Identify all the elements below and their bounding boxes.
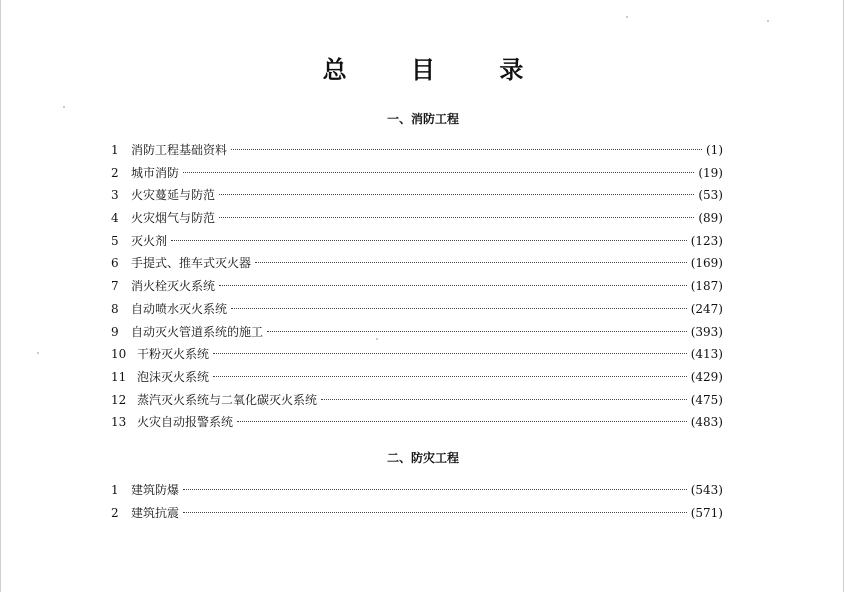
entry-page: (393) xyxy=(690,324,723,339)
entry-number: 5 xyxy=(111,233,119,248)
entry-title: 城市消防 xyxy=(131,165,180,180)
entry-number: 10 xyxy=(111,347,127,362)
entry-number: 2 xyxy=(111,165,119,180)
entry-page: (187) xyxy=(690,279,723,294)
section-heading-disaster-prevention: 二、防灾工程 xyxy=(386,451,459,465)
toc-entry[interactable] xyxy=(111,275,723,298)
entry-number: 1 xyxy=(111,483,119,497)
entry-page: (429) xyxy=(690,369,723,384)
entry-title: 自动灭火管道系统的施工 xyxy=(131,324,264,339)
entry-number: 6 xyxy=(111,256,119,271)
scan-speck xyxy=(376,338,378,340)
entry-page: (543) xyxy=(690,483,723,497)
dot-leader xyxy=(213,353,687,354)
toc-entry[interactable] xyxy=(111,366,723,389)
entry-title: 灭火剂 xyxy=(131,233,168,248)
entry-title: 消防工程基础资料 xyxy=(131,143,228,157)
entry-number: 12 xyxy=(111,392,127,407)
dot-leader xyxy=(183,172,694,173)
toc-entry[interactable] xyxy=(111,252,723,275)
toc-entry[interactable] xyxy=(111,230,723,253)
dot-leader xyxy=(183,489,687,490)
entry-number: 1 xyxy=(111,143,119,157)
entry-title: 建筑抗震 xyxy=(131,505,180,520)
dot-leader xyxy=(321,399,687,400)
entry-title: 自动喷水灭火系统 xyxy=(131,301,228,316)
entry-page: (413) xyxy=(690,347,723,362)
toc-entry[interactable] xyxy=(111,411,723,434)
entry-title: 手提式、推车式灭火器 xyxy=(131,256,252,271)
entry-number: 3 xyxy=(111,188,119,203)
entry-title: 火灾烟气与防范 xyxy=(131,211,216,226)
toc-entry[interactable] xyxy=(111,389,723,412)
dot-leader xyxy=(171,240,687,241)
dot-leader xyxy=(219,285,687,286)
entry-title: 建筑防爆 xyxy=(131,483,180,497)
entry-page: (19) xyxy=(698,165,723,180)
dot-leader xyxy=(237,421,687,422)
entry-page: (123) xyxy=(690,233,723,248)
entry-title: 消火栓灭火系统 xyxy=(131,279,216,294)
dot-leader xyxy=(183,512,687,513)
toc-entry[interactable] xyxy=(111,343,723,366)
scan-speck xyxy=(626,16,628,18)
toc-list-disaster-prevention xyxy=(111,479,723,524)
entry-title: 干粉灭火系统 xyxy=(137,347,210,362)
dot-leader xyxy=(255,262,687,263)
entry-page: (169) xyxy=(690,256,723,271)
scan-speck xyxy=(37,352,39,354)
toc-entry[interactable] xyxy=(111,321,723,344)
entry-title: 火灾蔓延与防范 xyxy=(131,188,216,203)
dot-leader xyxy=(219,194,694,195)
entry-title: 火灾自动报警系统 xyxy=(137,415,234,430)
toc-list-fire-engineering xyxy=(111,139,723,434)
page-title: 总 目 录 xyxy=(322,56,552,84)
toc-entry[interactable] xyxy=(111,298,723,321)
dot-leader xyxy=(231,149,702,150)
entry-number: 7 xyxy=(111,279,119,294)
entry-number: 9 xyxy=(111,324,119,339)
entry-title: 蒸汽灭火系统与二氧化碳灭火系统 xyxy=(137,392,318,407)
entry-title: 泡沫灭火系统 xyxy=(137,369,210,384)
entry-number: 2 xyxy=(111,505,119,520)
toc-entry[interactable] xyxy=(111,207,723,230)
entry-page: (571) xyxy=(690,505,723,520)
scan-speck xyxy=(767,20,769,22)
entry-page: (89) xyxy=(698,211,723,226)
toc-entry[interactable] xyxy=(111,184,723,207)
section-heading-fire-engineering: 一、消防工程 xyxy=(386,112,459,126)
toc-entry[interactable] xyxy=(111,162,723,185)
dot-leader xyxy=(231,308,687,309)
entry-number: 8 xyxy=(111,301,119,316)
dot-leader xyxy=(219,217,694,218)
entry-number: 4 xyxy=(111,211,119,226)
entry-page: (1) xyxy=(706,143,723,157)
dot-leader xyxy=(267,331,687,332)
toc-entry[interactable] xyxy=(111,502,723,525)
entry-page: (247) xyxy=(690,301,723,316)
entry-number: 11 xyxy=(111,369,127,384)
entry-page: (475) xyxy=(690,392,723,407)
entry-page: (53) xyxy=(698,188,723,203)
entry-number: 13 xyxy=(111,415,127,430)
toc-entry[interactable] xyxy=(111,139,723,162)
toc-entry[interactable] xyxy=(111,479,723,502)
entry-page: (483) xyxy=(690,415,723,430)
scan-speck xyxy=(63,106,65,108)
dot-leader xyxy=(213,376,687,377)
